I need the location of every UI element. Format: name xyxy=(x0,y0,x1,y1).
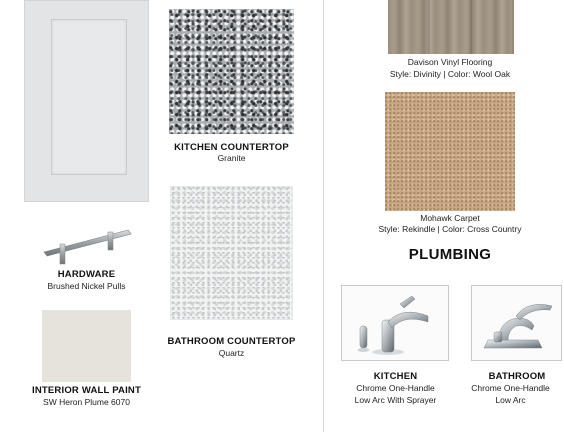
bathroom-faucet-line2: Low Arc xyxy=(495,395,526,405)
vinyl-detail: Style: Divinity | Color: Wool Oak xyxy=(389,69,511,79)
bathroom-faucet-title: BATHROOM xyxy=(488,371,546,382)
carpet-detail: Style: Rekindle | Color: Cross Country xyxy=(378,224,522,234)
kitchen-faucet-line2: Low Arc With Sprayer xyxy=(354,395,437,405)
kitchen-faucet-image xyxy=(341,285,449,361)
kitchen-countertop-title: KITCHEN COUNTERTOP xyxy=(174,142,289,153)
cabinet-door-swatch xyxy=(24,0,149,202)
bathroom-faucet-icon xyxy=(472,286,561,360)
granite-swatch xyxy=(169,9,294,134)
kitchen-faucet-line1: Chrome One-Handle xyxy=(356,383,435,393)
carpet-name: Mohawk Carpet xyxy=(420,213,480,223)
wall-paint-swatch xyxy=(42,310,131,382)
carpet-swatch xyxy=(385,92,515,211)
vinyl-name: Davison Vinyl Flooring xyxy=(407,57,493,67)
bathroom-faucet-image xyxy=(471,285,562,361)
bathroom-faucet-line1: Chrome One-Handle xyxy=(471,383,550,393)
quartz-swatch xyxy=(170,186,293,320)
paint-subtitle: SW Heron Plume 6070 xyxy=(43,397,130,407)
vinyl-flooring-swatch xyxy=(388,0,514,54)
plumbing-heading: PLUMBING xyxy=(408,246,492,263)
bathroom-countertop-subtitle: Quartz xyxy=(218,348,245,358)
cabinet-door-panel xyxy=(51,19,127,175)
bathroom-countertop-title: BATHROOM COUNTERTOP xyxy=(167,336,296,347)
paint-title: INTERIOR WALL PAINT xyxy=(31,385,141,396)
kitchen-countertop-subtitle: Granite xyxy=(217,153,246,163)
column-divider xyxy=(323,0,324,432)
kitchen-faucet-icon xyxy=(342,286,448,360)
hardware-title: HARDWARE xyxy=(57,269,116,280)
drawer-pull-icon xyxy=(40,222,136,266)
kitchen-faucet-title: KITCHEN xyxy=(373,371,418,382)
hardware-subtitle: Brushed Nickel Pulls xyxy=(47,281,126,291)
